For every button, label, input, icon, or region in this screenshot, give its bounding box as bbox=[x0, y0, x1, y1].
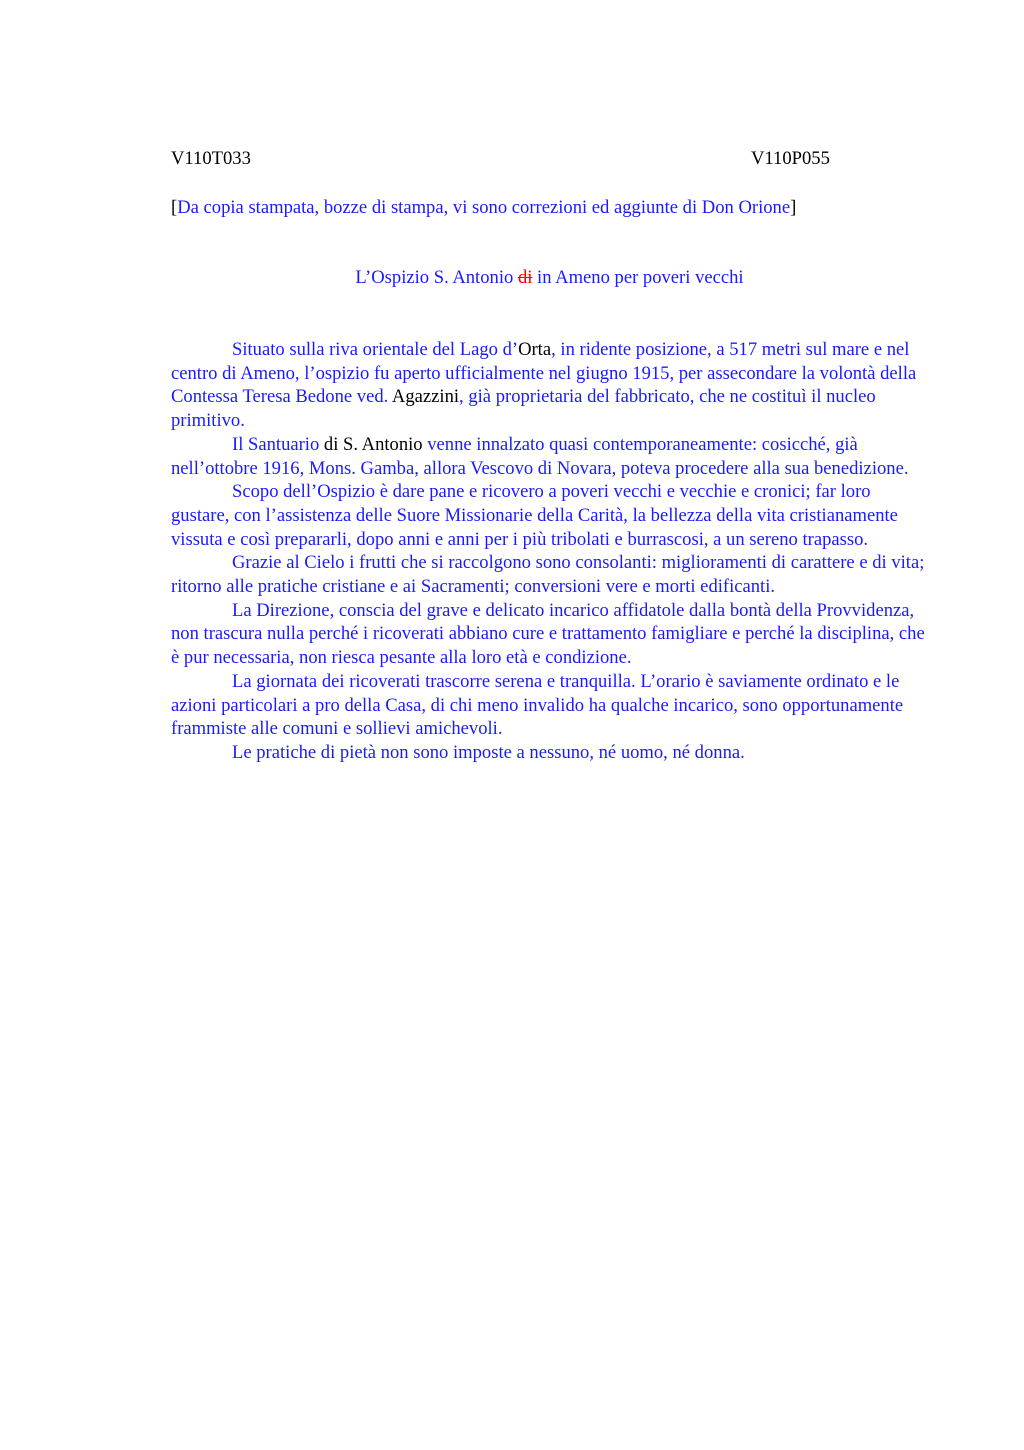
paragraph-1-segment-d: Agazzini bbox=[391, 386, 460, 408]
title-deleted-word: di bbox=[517, 267, 533, 288]
document-title bbox=[171, 267, 928, 289]
paragraph-2 bbox=[171, 433, 931, 480]
source-note bbox=[171, 197, 796, 219]
source-note-close-bracket: ] bbox=[790, 197, 797, 218]
title-part-1: L’Ospizio S. Antonio bbox=[355, 267, 518, 288]
source-note-text: Da copia stampata, bozze di stampa, vi sono correzioni ed aggiunte di Don Orione bbox=[177, 197, 791, 218]
paragraph-3: Scopo dell’Ospizio è dare pane e ricovero a poveri vecchi e vecchie e cronici; far loro gustare, con l’assistenza delle Suore Missionarie della Carità, la bellezza della vita cristianamente vissuta e così prepararli, dopo anni e anni per i più tribolati e burrascosi, a un sereno trapasso. bbox=[171, 481, 898, 550]
paragraph-1-segment-c: , in ridente posizione, a 517 metri sul mare e nel centro di Ameno, l’ospizio fu aperto ufficialmente nel giugno 1915, per assecondare la volontà della Contessa Teresa Bedone ved. bbox=[171, 339, 917, 408]
paragraph-2-segment-b: di S. Antonio bbox=[323, 433, 423, 455]
paragraph-7: Le pratiche di pietà non sono imposte a nessuno, né uomo, né donna. bbox=[232, 741, 745, 763]
paragraph-1 bbox=[171, 338, 931, 433]
paragraph-1-segment-a: Situato sulla riva orientale del Lago d’ bbox=[232, 339, 519, 360]
title-part-2: in Ameno per poveri vecchi bbox=[532, 267, 744, 288]
document-ref-right: V110P055 bbox=[751, 148, 830, 169]
paragraph-6: La giornata dei ricoverati trascorre serena e tranquilla. L’orario è saviamente ordinato e le azioni particolari a pro della Casa, di chi meno invalido ha qualche incarico, sono opportunamente frammiste alle comuni e sollievi amichevoli. bbox=[171, 670, 904, 740]
paragraph-5: La Direzione, conscia del grave e delicato incarico affidatole dalla bontà della Provvidenza, non trascura nulla perché i ricoverati abbiano cure e trattamento famigliare e perché la disciplina, che è pur necessaria, non riesca pesante alla loro età e condizione. bbox=[171, 599, 925, 669]
document-ref-left: V110T033 bbox=[171, 148, 251, 169]
paragraph-2-segment-a: Il Santuario bbox=[232, 433, 324, 455]
document-body bbox=[171, 338, 931, 765]
paragraph-2-segment-c: venne innalzato quasi contemporaneamente: cosicché, già nell’ottobre 1916, Mons. Gamba, allora Vescovo di Novara, poteva procedere alla sua benedizione. bbox=[171, 433, 909, 479]
paragraph-1-segment-b: Orta bbox=[518, 339, 552, 360]
paragraph-4: Grazie al Cielo i frutti che si raccolgono sono consolanti: miglioramenti di carattere e di vita; ritorno alle pratiche cristiane e ai Sacramenti; conversioni vere e morti edificanti. bbox=[171, 552, 925, 598]
source-note-open-bracket: [ bbox=[171, 197, 178, 218]
paragraph-1-segment-e: , già proprietaria del fabbricato, che ne costituì il nucleo primitivo. bbox=[171, 386, 876, 432]
